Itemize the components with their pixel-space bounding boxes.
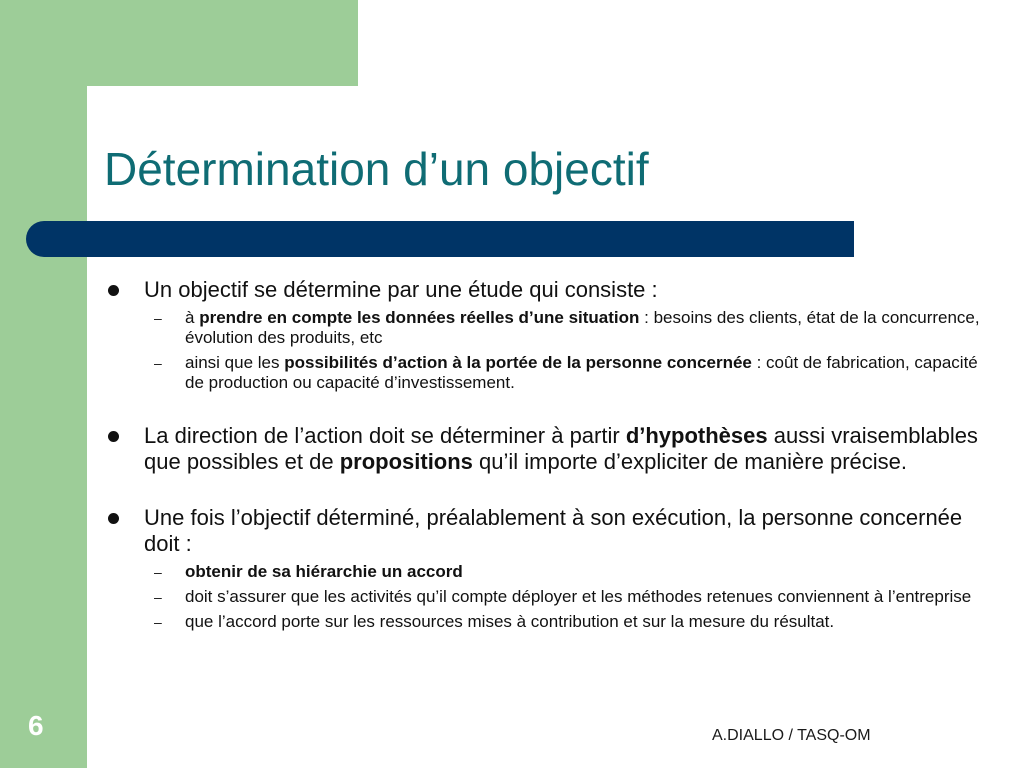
sub-item — [106, 308, 986, 348]
sub-item-bold: possibilités d’action à la portée de la personne concernée — [284, 353, 752, 372]
bullet-text: Une fois l’objectif déterminé, préalablement à son exécution, la personne concernée doit : — [144, 505, 963, 556]
sub-item — [106, 587, 986, 607]
dash-icon: – — [154, 589, 162, 605]
sub-item-bold: prendre en compte les données réelles d’une situation — [199, 308, 640, 327]
bullet-text: Un objectif se détermine par une étude qui consiste : — [144, 277, 658, 302]
bullet-item-3 — [106, 505, 986, 557]
slide-title: Détermination d’un objectif — [104, 143, 649, 195]
sub-list-1 — [106, 308, 986, 393]
green-left-band — [0, 0, 87, 768]
sub-item-bold: obtenir de sa hiérarchie un accord — [185, 562, 463, 581]
sub-item-suffix: : coût de fabrication, capacité de production ou capacité d’investissement. — [185, 353, 978, 392]
footer-author: A.DIALLO / TASQ-OM — [712, 727, 871, 744]
sub-item — [106, 562, 986, 582]
sub-item — [106, 612, 986, 632]
bullet-dot-icon — [108, 285, 119, 296]
bullet-text: aussi vraisemblables que possibles et de — [144, 423, 978, 474]
dash-icon: – — [154, 355, 162, 371]
bullet-dot-icon — [108, 431, 119, 442]
bullet-item-2 — [106, 423, 986, 475]
sub-list-3 — [106, 562, 986, 632]
dash-icon: – — [154, 614, 162, 630]
bullet-item-1 — [106, 277, 986, 303]
bullet-bold-propositions: propositions — [339, 449, 473, 474]
slide-number: 6 — [28, 710, 44, 741]
sub-item-prefix: ainsi que les — [185, 353, 285, 372]
sub-item-suffix: : besoins des clients, état de la concurrence, évolution des produits, etc — [185, 308, 980, 347]
bullet-text: qu’il importe d’expliciter de manière précise. — [472, 449, 908, 474]
dash-icon: – — [154, 564, 162, 580]
sub-item-prefix: à — [185, 308, 200, 327]
bullet-dot-icon — [108, 513, 119, 524]
title-underline-bar — [26, 221, 854, 257]
sub-item — [106, 353, 986, 393]
bullet-bold-hypotheses: d’hypothèses — [625, 423, 768, 448]
slide-body — [106, 277, 986, 637]
bullet-text: La direction de l’action doit se déterminer à partir — [144, 423, 626, 448]
sub-item-text: doit s’assurer que les activités qu’il compte déployer et les méthodes retenues conviennent à l’entreprise — [185, 587, 972, 606]
dash-icon: – — [154, 310, 162, 326]
sub-item-text: que l’accord porte sur les ressources mises à contribution et sur la mesure du résultat. — [185, 612, 835, 631]
